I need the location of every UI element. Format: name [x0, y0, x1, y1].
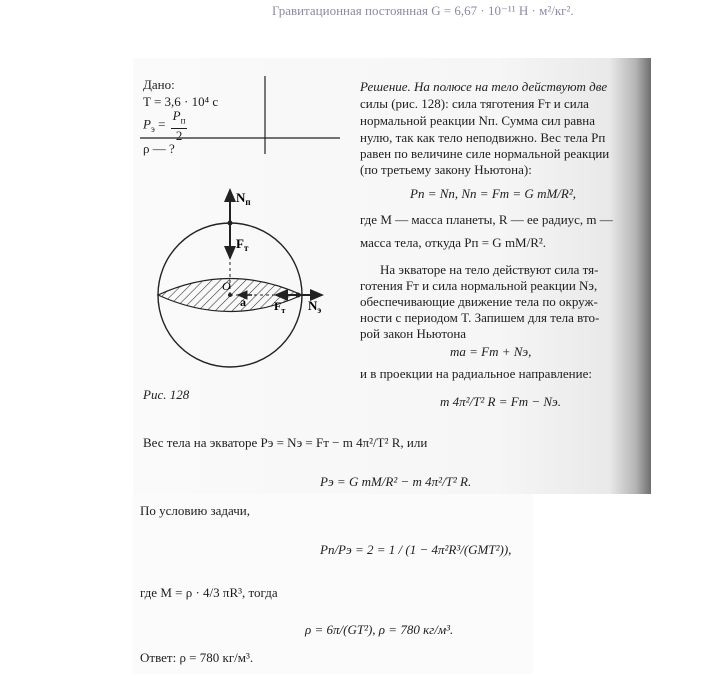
- sol-line-3: нормальной реакции Nп. Сумма сил равна: [360, 113, 596, 128]
- sol-line-12: ности с периодом T. Запишем для тела вто-: [360, 310, 600, 325]
- sol-line-5: равен по величине силе нормальной реакции: [360, 146, 610, 161]
- equation-4: Pэ = G mM/R² − m 4π²/T² R.: [320, 474, 472, 489]
- figure-128: [140, 182, 350, 387]
- scanned-page-bottom: [133, 494, 533, 674]
- equator-body: [296, 293, 301, 298]
- weight-equator-line: Вес тела на экваторе Pэ = Nэ = Fт − m 4π²/T² R, или: [143, 435, 428, 450]
- sol-line-10: готения Fт и сила нормальной реакции Nэ,: [360, 278, 598, 293]
- pole-body: [228, 221, 233, 226]
- equation-5: Pп/Pэ = 2 = 1 / (1 − 4π²R³/(GMT²)),: [320, 542, 512, 557]
- label-ft: $F_т$: [236, 236, 249, 253]
- center-point: [228, 293, 232, 297]
- sol-line-4: нулю, так как тело неподвижно. Вес тела Pп: [360, 130, 606, 145]
- sol-line-14: и в проекции на радиальное направление:: [360, 366, 592, 381]
- given-unknown: ρ — ?: [143, 141, 175, 156]
- sol-line-6: (по третьему закону Ньютона):: [360, 162, 532, 177]
- mass-line: где M = ρ · 4/3 πR³, тогда: [140, 585, 278, 600]
- label-a: a: [240, 295, 246, 309]
- sol-line-1: Решение. На полюсе на тело действуют две: [360, 79, 608, 94]
- equation-2: ma = Fт + Nэ,: [450, 344, 532, 359]
- sol-line-13: рой закон Ньютона: [360, 326, 467, 341]
- sol-line-7: где M — масса планеты, R — ее радиус, m —: [360, 212, 613, 227]
- condition-line: По условию задачи,: [140, 503, 250, 518]
- sol-line-11: обеспечивающие движение тела по окруж-: [360, 294, 598, 309]
- label-ft2: $F_т$: [274, 299, 286, 315]
- sol-line-2: силы (рис. 128): сила тяготения Fт и сила: [360, 96, 589, 111]
- equation-6: ρ = 6π/(GT²), ρ = 780 кг/м³.: [305, 622, 454, 637]
- given-period: T = 3,6 · 10⁴ с: [143, 94, 219, 109]
- given-frame-lines: [140, 72, 340, 162]
- label-np: $N_п$: [236, 190, 251, 207]
- given-ratio: $P_э$ = $\frac{P_п}{2}$: [143, 108, 186, 143]
- equation-1: Pп = Nп, Nп = Fт = G mM/R²,: [410, 186, 576, 201]
- label-o: O: [222, 279, 231, 293]
- sol-line-8: масса тела, откуда Pп = G mM/R².: [360, 235, 547, 250]
- label-ne: $N_э$: [308, 298, 322, 315]
- answer-line: Ответ: ρ = 780 кг/м³.: [140, 650, 254, 665]
- page-caption: Гравитационная постоянная G = 6,67 · 10⁻¹¹ Н · м²/кг².: [272, 3, 574, 18]
- given-title: Дано:: [143, 77, 175, 92]
- sol-line-9: На экваторе на тело действуют сила тя-: [380, 262, 599, 277]
- figure-caption: Рис. 128: [143, 387, 190, 402]
- equation-3: m 4π²/T² R = Fт − Nэ.: [440, 394, 562, 409]
